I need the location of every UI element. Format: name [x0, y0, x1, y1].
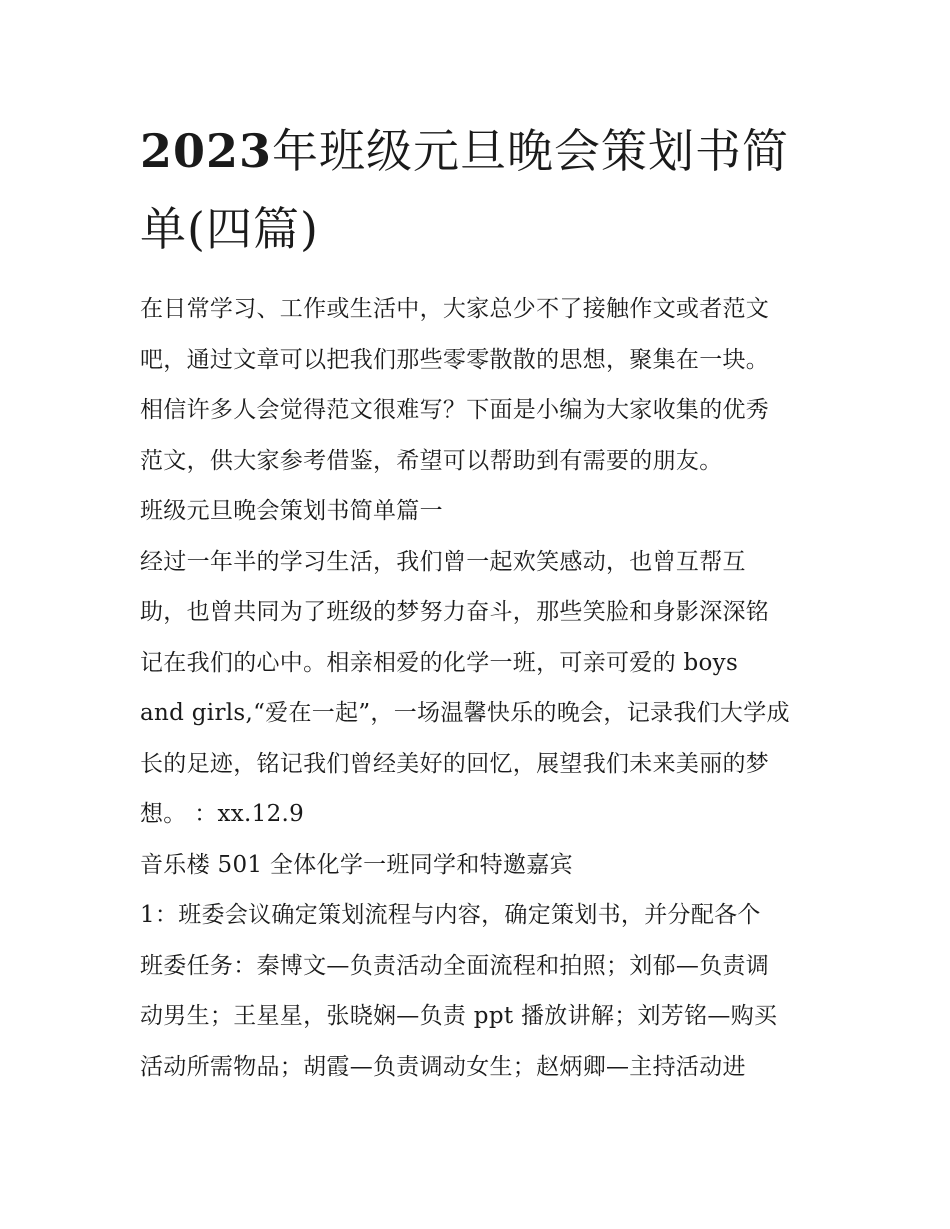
text-line: 经过一年半的学习生活，我们曾一起欢笑感动，也曾互帮互	[140, 548, 746, 575]
text-line: 范文，供大家参考借鉴，希望可以帮助到有需要的朋友。	[140, 447, 723, 474]
text-line: 助，也曾共同为了班级的梦努力奋斗，那些笑脸和身影深深铭	[140, 599, 770, 625]
text-line: 音乐楼 501 全体化学一班同学和特邀嘉宾	[140, 851, 573, 878]
document-title	[140, 112, 815, 268]
text-line: 相信许多人会觉得范文很难写？下面是小编为大家收集的优秀	[140, 397, 770, 423]
paragraph-background	[140, 537, 815, 840]
text-line: 记在我们的心中。相亲相爱的化学一班，可亲可爱的 boys	[140, 649, 739, 676]
section-heading	[140, 486, 815, 537]
title-line-1	[140, 112, 815, 190]
paragraph-venue	[140, 840, 815, 891]
title-line-2: 单(四篇)	[140, 202, 319, 256]
text-line: 班级元旦晚会策划书简单篇一	[140, 498, 443, 524]
paragraph-tasks	[140, 890, 815, 1092]
title-line-1-text: 年班级元旦晚会策划书简	[272, 124, 790, 178]
text-line: 1：班委会议确定策划流程与内容，确定策划书，并分配各个	[140, 902, 761, 928]
text-line: 吧，通过文章可以把我们那些零零散散的思想，聚集在一块。	[140, 346, 770, 373]
text-line: and girls,“爱在一起”，一场温馨快乐的晚会，记录我们大学成	[140, 700, 790, 726]
paragraph-intro	[140, 284, 815, 486]
document-page	[140, 112, 815, 1092]
text-line: 动男生；王星星，张晓娴—负责 ppt 播放讲解；刘芳铭—购买	[140, 1003, 778, 1029]
text-line: 活动所需物品；胡霞—负责调动女生；赵炳卿—主持活动进	[140, 1053, 746, 1080]
text-line: 班委任务：秦博文—负责活动全面流程和拍照；刘郁—负责调	[140, 952, 770, 979]
text-line: 想。 ：xx.12.9	[140, 801, 305, 827]
text-line: 长的足迹，铭记我们曾经美好的回忆，展望我们未来美丽的梦	[140, 750, 770, 777]
text-line: 在日常学习、工作或生活中，大家总少不了接触作文或者范文	[140, 296, 770, 322]
title-year: 2023	[140, 124, 273, 178]
